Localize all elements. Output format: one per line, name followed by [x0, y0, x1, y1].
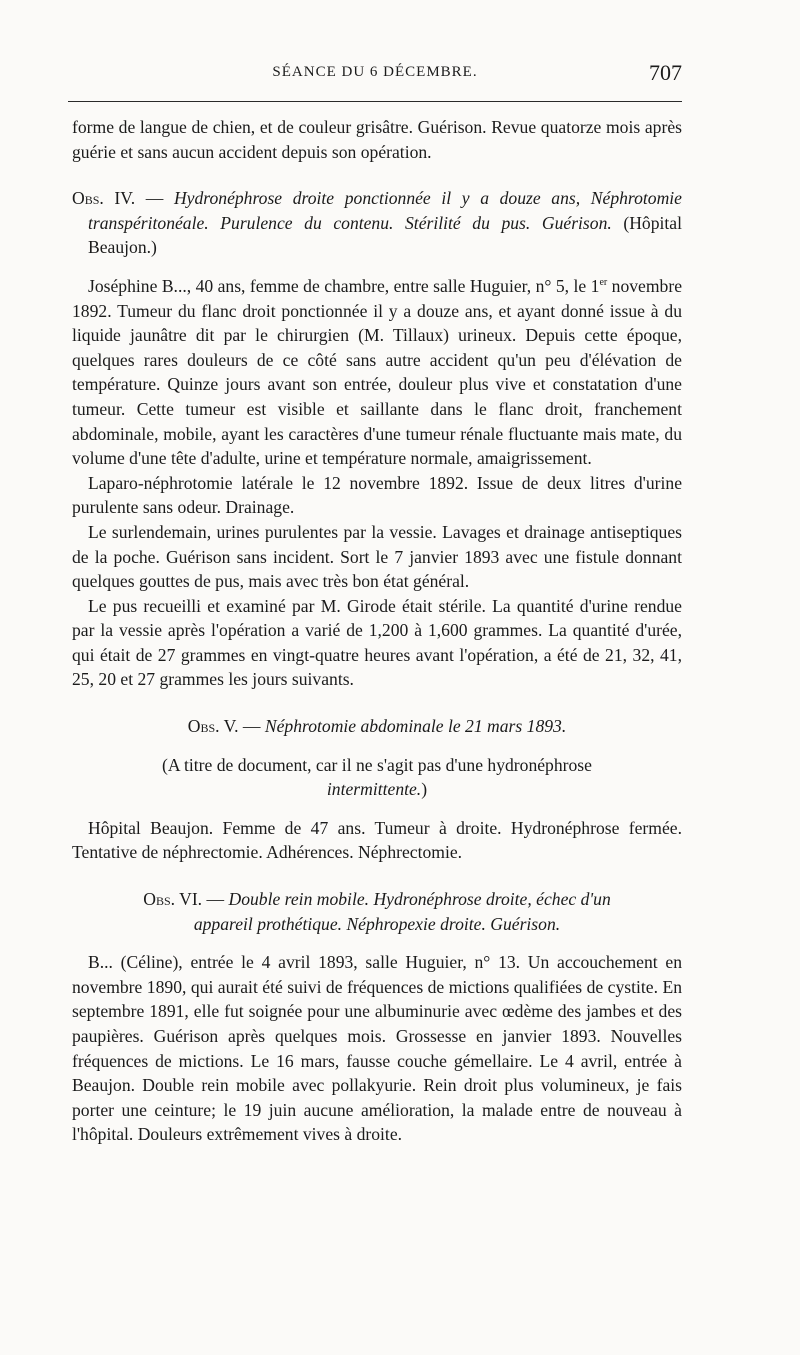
- paragraph-beaujon: Hôpital Beaujon. Femme de 47 ans. Tumeur à droite. Hydronéphrose fermée. Tentative de néphrectomie. Adhérences. Néphrectomie.: [72, 817, 682, 863]
- paragraph-celine: B... (Céline), entrée le 4 avril 1893, salle Huguier, n° 13. Un accouchement en novembre 1890, qui aurait été suivi de fréquences de mictions qualifiées de cystite. En septembre 1891, elle fut soignée pour une albuminurie avec œdème des jambes et des paupières. Guérison après quelques mois. Grossesse en janvier 1893. Nouvelles fréquences de mictions. Le 16 mars, fausse couche gémellaire. Le 4 avril, entrée à Beaujon. Double rein mobile avec pollakyurie. Rein droit plus volumineux, je fais porter une ceinture; le 19 juin aucune amélioration, la malade entre de nouveau à l'hôpital. Douleurs extrêmement vives à droite.: [72, 952, 682, 1145]
- observation-v-note-start: (A titre de document, car il ne s'agit pas d'une hydronéphrose: [162, 754, 592, 775]
- paragraph-continuation: forme de langue de chien, et de couleur grisâtre. Guérison. Revue quatorze mois après guérie et sans aucun accident depuis son opération.: [72, 117, 682, 162]
- body-text: [72, 115, 682, 1147]
- observation-vi-label: Obs. VI. —: [143, 889, 225, 910]
- paragraph-pus: Le pus recueilli et examiné par M. Girode était stérile. La quantité d'urine rendue par la vessie après l'opération a varié de 1,200 à 1,600 grammes. La quantité d'urée, qui était de 27 grammes en vingt-quatre heures avant l'opération, a été de 21, 32, 41, 25, 20 et 27 grammes les jours suivants.: [72, 595, 682, 690]
- observation-iv-title: Hydronéphrose droite ponctionnée il y a douze ans, Néphrotomie transpéritonéale. Purulence du contenu. Stérilité du pus. Guérison.: [88, 188, 682, 233]
- page-number: 707: [649, 60, 682, 85]
- observation-v-note: [72, 753, 682, 802]
- observation-vi-title-line2: appareil prothétique. Néphropexie droite. Guérison.: [193, 913, 561, 934]
- observation-iv-heading: [72, 186, 682, 260]
- running-head: SÉANCE DU 6 DÉCEMBRE.: [272, 64, 478, 80]
- paragraph-surlendemain: Le surlendemain, urines purulentes par la vessie. Lavages et drainage antiseptiques de la poche. Guérison sans incident. Sort le 7 janvier 1893 avec une fistule donnant quelques gouttes de pus, mais avec très bon état général.: [72, 521, 682, 592]
- observation-iv-label: Obs. IV. —: [72, 188, 164, 209]
- paragraph-josephine: [72, 274, 682, 471]
- observation-vi-heading: [72, 887, 682, 936]
- observation-v-label: Obs. V. —: [187, 716, 261, 737]
- header-rule: [68, 101, 682, 102]
- page-header: [68, 60, 682, 90]
- observation-vi-title-line1: Double rein mobile. Hydronéphrose droite, échec d'un: [228, 889, 611, 910]
- paragraph-josephine-rest: novembre 1892. Tumeur du flanc droit ponctionnée il y a douze ans, et ayant donné issue à du liquide jaunâtre dit par le chirurgien (M. Tillaux) urineux. Depuis cette époque, quelques rares douleurs de ce côté sans autre accident qu'un peu d'élévation de température. Quinze jours avant son entrée, douleur plus vive et constatation d'une tumeur. Cette tumeur est visible et saillante dans le flanc droit, franchement abdominale, mobile, ayant les caractères d'une tumeur rénale fluctuante mais mate, du volume d'une tête d'adulte, urine et température normale, amaigrissement.: [72, 275, 682, 469]
- observation-iv-hospital: (Hôpital Beaujon.): [88, 212, 682, 258]
- observation-v-note-end: ): [421, 779, 428, 800]
- paragraph-josephine-start: Joséphine B..., 40 ans, femme de chambre, entre salle Huguier, n° 5, le 1: [88, 275, 600, 296]
- paragraph-laparo: Laparo-néphrotomie latérale le 12 novembre 1892. Issue de deux litres d'urine purulente sans odeur. Drainage.: [72, 472, 682, 518]
- observation-v-title: Néphrotomie abdominale le 21 mars 1893.: [264, 716, 567, 737]
- observation-v-note-italic: intermittente.: [326, 779, 422, 800]
- observation-v-heading: [72, 714, 682, 739]
- ordinal-superscript: er: [599, 277, 608, 289]
